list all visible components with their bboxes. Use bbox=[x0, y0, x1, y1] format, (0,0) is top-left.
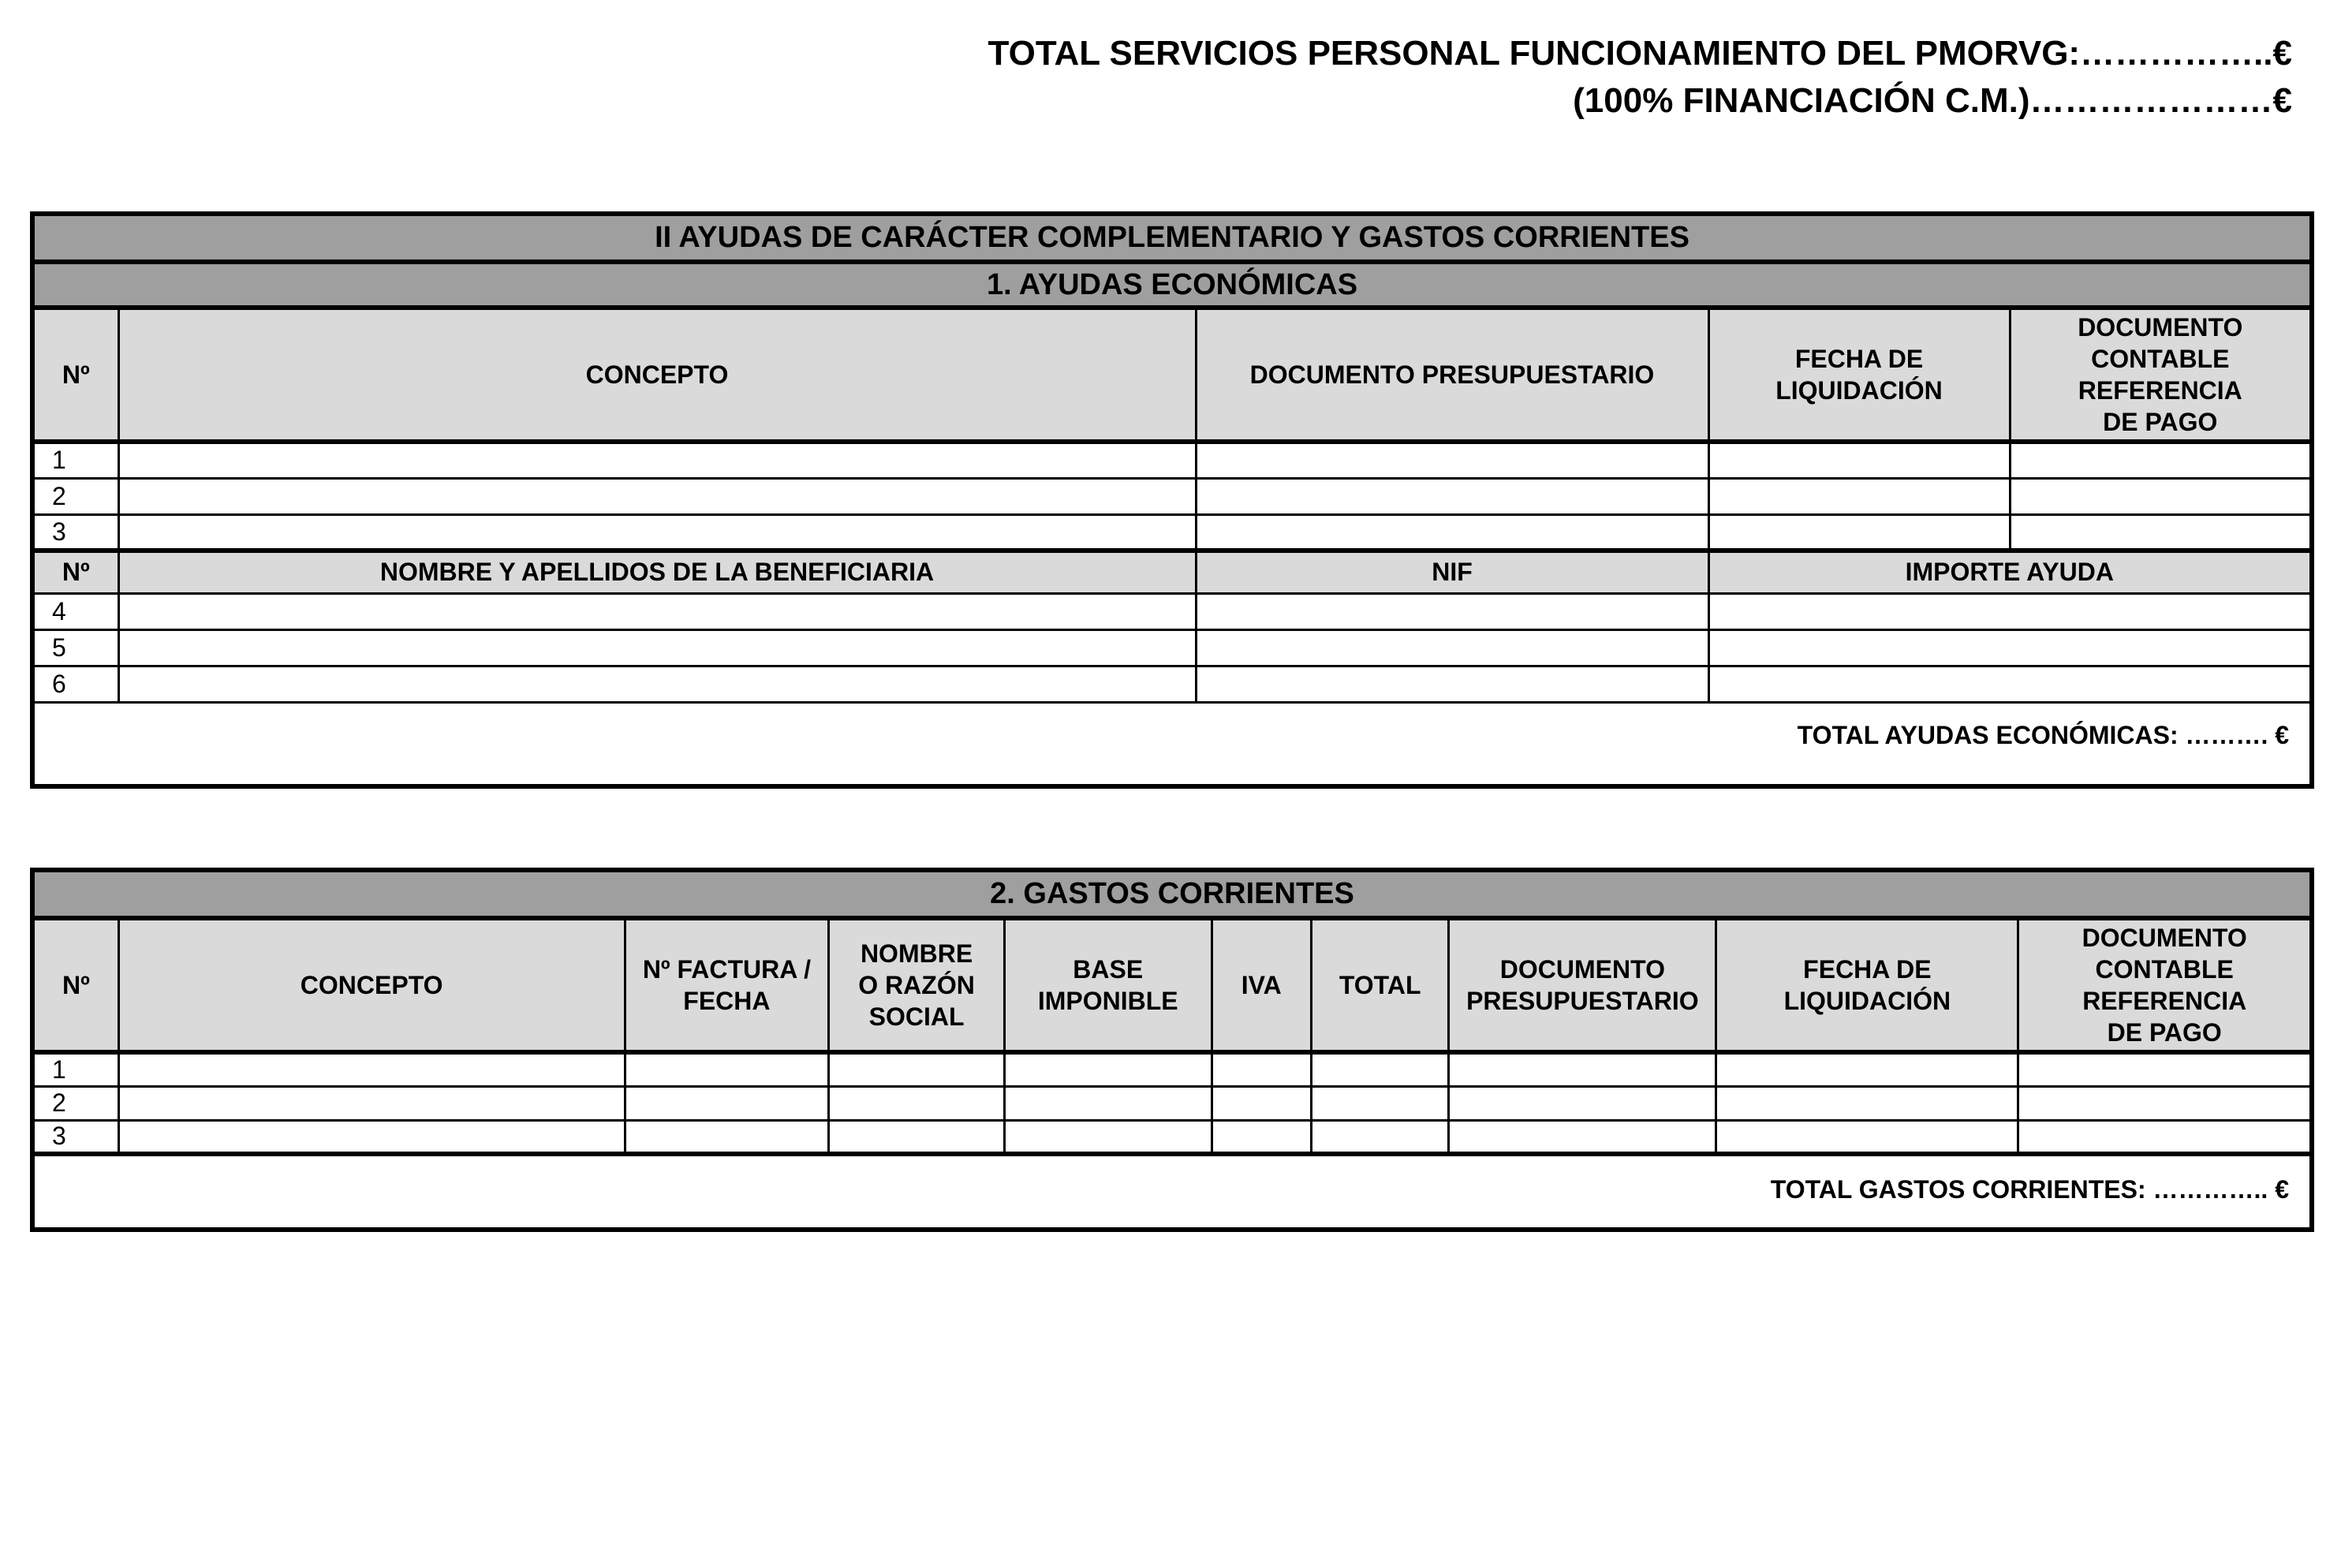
cell-nif[interactable] bbox=[1196, 593, 1708, 629]
header-total-servicios: TOTAL SERVICIOS PERSONAL FUNCIONAMIENTO DEL PMORVG:……………..€ bbox=[988, 34, 2292, 73]
cell-concepto[interactable] bbox=[118, 514, 1196, 551]
cell-fecha[interactable] bbox=[1716, 1120, 2018, 1154]
table-row bbox=[35, 1120, 2309, 1154]
cell-total[interactable] bbox=[1311, 1086, 1448, 1120]
table-row bbox=[35, 514, 2309, 551]
row-number: 5 bbox=[35, 629, 118, 666]
cell-concepto[interactable] bbox=[118, 1086, 625, 1120]
cell-total[interactable] bbox=[1311, 1052, 1448, 1086]
table-row bbox=[35, 629, 2309, 666]
col-importe-ayuda: IMPORTE AYUDA bbox=[1708, 551, 2309, 593]
row-number: 4 bbox=[35, 593, 118, 629]
cell-nombre[interactable] bbox=[829, 1120, 1005, 1154]
cell-doc-contable[interactable] bbox=[2018, 1052, 2309, 1086]
cell-nif[interactable] bbox=[1196, 629, 1708, 666]
col-num: Nº bbox=[35, 918, 118, 1052]
table-row bbox=[35, 442, 2309, 478]
cell-doc-contable[interactable] bbox=[2010, 514, 2309, 551]
cell-factura[interactable] bbox=[625, 1086, 829, 1120]
cell-importe[interactable] bbox=[1708, 666, 2309, 702]
col-iva: IVA bbox=[1212, 918, 1311, 1052]
cell-importe[interactable] bbox=[1708, 629, 2309, 666]
col-factura-fecha: Nº FACTURA / FECHA bbox=[625, 918, 829, 1052]
cell-nombre[interactable] bbox=[829, 1086, 1005, 1120]
col-concepto: CONCEPTO bbox=[118, 918, 625, 1052]
cell-base[interactable] bbox=[1004, 1052, 1212, 1086]
cell-concepto[interactable] bbox=[118, 478, 1196, 514]
cell-fecha[interactable] bbox=[1708, 478, 2010, 514]
cell-doc-contable[interactable] bbox=[2018, 1120, 2309, 1154]
cell-fecha[interactable] bbox=[1716, 1086, 2018, 1120]
col-num: Nº bbox=[35, 308, 118, 442]
cell-concepto[interactable] bbox=[118, 1120, 625, 1154]
cell-nombre[interactable] bbox=[829, 1052, 1005, 1086]
cell-nombre[interactable] bbox=[118, 593, 1196, 629]
cell-importe[interactable] bbox=[1708, 593, 2309, 629]
cell-nombre[interactable] bbox=[118, 629, 1196, 666]
cell-documento[interactable] bbox=[1196, 478, 1708, 514]
col-nombre-razon-social: NOMBRE O RAZÓN SOCIAL bbox=[829, 918, 1005, 1052]
col-concepto: CONCEPTO bbox=[118, 308, 1196, 442]
cell-base[interactable] bbox=[1004, 1120, 1212, 1154]
cell-iva[interactable] bbox=[1212, 1052, 1311, 1086]
col-nombre-beneficiaria: NOMBRE Y APELLIDOS DE LA BENEFICIARIA bbox=[118, 551, 1196, 593]
cell-doc-contable[interactable] bbox=[2018, 1086, 2309, 1120]
col-documento-presupuestario: DOCUMENTO PRESUPUESTARIO bbox=[1449, 918, 1716, 1052]
table-row bbox=[35, 478, 2309, 514]
header-financiacion: (100% FINANCIACIÓN C.M.)…………………€ bbox=[1573, 81, 2292, 120]
cell-fecha[interactable] bbox=[1708, 514, 2010, 551]
col-num: Nº bbox=[35, 551, 118, 593]
col-documento-contable: DOCUMENTO CONTABLE REFERENCIA DE PAGO bbox=[2018, 918, 2309, 1052]
total-gastos-corrientes: TOTAL GASTOS CORRIENTES: ………….. € bbox=[35, 1154, 2309, 1223]
row-number: 2 bbox=[35, 478, 118, 514]
subsection-title: 1. AYUDAS ECONÓMICAS bbox=[35, 262, 2309, 308]
row-number: 6 bbox=[35, 666, 118, 702]
cell-factura[interactable] bbox=[625, 1052, 829, 1086]
row-number: 1 bbox=[35, 1052, 118, 1086]
cell-fecha[interactable] bbox=[1708, 442, 2010, 478]
col-total: TOTAL bbox=[1311, 918, 1448, 1052]
cell-doc-contable[interactable] bbox=[2010, 478, 2309, 514]
cell-fecha[interactable] bbox=[1716, 1052, 2018, 1086]
row-number: 3 bbox=[35, 1120, 118, 1154]
cell-documento[interactable] bbox=[1196, 514, 1708, 551]
cell-iva[interactable] bbox=[1212, 1120, 1311, 1154]
cell-concepto[interactable] bbox=[118, 1052, 625, 1086]
cell-documento[interactable] bbox=[1449, 1052, 1716, 1086]
cell-nombre[interactable] bbox=[118, 666, 1196, 702]
cell-documento[interactable] bbox=[1449, 1086, 1716, 1120]
table-row bbox=[35, 593, 2309, 629]
cell-nif[interactable] bbox=[1196, 666, 1708, 702]
section-title: II AYUDAS DE CARÁCTER COMPLEMENTARIO Y GASTOS CORRIENTES bbox=[35, 216, 2309, 262]
row-number: 1 bbox=[35, 442, 118, 478]
col-documento-contable: DOCUMENTO CONTABLE REFERENCIA DE PAGO bbox=[2010, 308, 2309, 442]
table-row bbox=[35, 666, 2309, 702]
cell-documento[interactable] bbox=[1449, 1120, 1716, 1154]
total-ayudas-economicas: TOTAL AYUDAS ECONÓMICAS: ………. € bbox=[35, 702, 2309, 768]
row-number: 2 bbox=[35, 1086, 118, 1120]
gastos-corrientes-table bbox=[30, 868, 2314, 1232]
cell-iva[interactable] bbox=[1212, 1086, 1311, 1120]
section-title: 2. GASTOS CORRIENTES bbox=[35, 872, 2309, 918]
cell-documento[interactable] bbox=[1196, 442, 1708, 478]
cell-concepto[interactable] bbox=[118, 442, 1196, 478]
col-documento-presupuestario: DOCUMENTO PRESUPUESTARIO bbox=[1196, 308, 1708, 442]
col-fecha-liquidacion: FECHA DE LIQUIDACIÓN bbox=[1708, 308, 2010, 442]
cell-base[interactable] bbox=[1004, 1086, 1212, 1120]
col-base-imponible: BASE IMPONIBLE bbox=[1004, 918, 1212, 1052]
cell-total[interactable] bbox=[1311, 1120, 1448, 1154]
ayudas-economicas-table bbox=[30, 211, 2314, 789]
col-nif: NIF bbox=[1196, 551, 1708, 593]
table-row bbox=[35, 1052, 2309, 1086]
table-row bbox=[35, 1086, 2309, 1120]
row-number: 3 bbox=[35, 514, 118, 551]
col-fecha-liquidacion: FECHA DE LIQUIDACIÓN bbox=[1716, 918, 2018, 1052]
cell-factura[interactable] bbox=[625, 1120, 829, 1154]
cell-doc-contable[interactable] bbox=[2010, 442, 2309, 478]
